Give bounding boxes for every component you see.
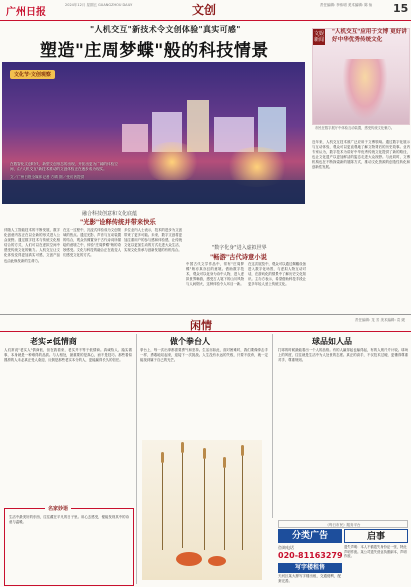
ad-phone-number: 020-81163279 bbox=[278, 551, 343, 560]
subhead-1: 融合科技创意和文化底蕴 bbox=[82, 211, 138, 217]
column-2-title: 做个拳台人 bbox=[170, 336, 210, 346]
quote-box-body: 生活中最美好的东西，往往藏在平凡的日子里。用心去感受，便能发现其中的诗意与温暖。 bbox=[9, 515, 129, 525]
ad-notice-label: 启事 bbox=[344, 529, 408, 543]
leisure-band-title: 闲情 bbox=[190, 319, 212, 332]
page-number: 15 bbox=[393, 2, 409, 15]
ad-company: 天河区某大厦写字楼出租，交通便利，配套完善。 bbox=[278, 574, 341, 583]
column-2-body: 拳台上，每一次出拳都需要勇气和坚持。生活亦如此，面对困难时，我们要像拳击手一样，勇敢地站起来，迎接下一次挑战。人生没有永远的失败，只要不放弃，就一定能找到属于自己的光芒。 bbox=[140, 348, 268, 363]
sidebar-chip: 文娱新闻 bbox=[313, 31, 324, 43]
sidebar-title: "人机交互"应用于文博 更好讲好中华优秀传统文化 bbox=[332, 29, 407, 43]
column-rule bbox=[272, 334, 273, 518]
column-rule bbox=[136, 334, 137, 584]
feature-body-col: 在这一过程中，沉浸式体验成为文创领域的热点。通过光影、声音与互动装置的结合，观众仿佛置身于古代诗词所描绘的意境之中，体验"庄周梦蝶"般的奇妙感受。文化与科技的融合正在改变人们感受文化的方式。 bbox=[63, 228, 121, 258]
sidebar-figure bbox=[343, 59, 387, 119]
leisure-band bbox=[0, 315, 411, 332]
column-3-title: 球品如人品 bbox=[312, 336, 352, 346]
sidebar-body: 近年来，人机交互技术被广泛应用于文博领域。通过数字化展示与互动体验，观众可以更直观地了解文物背后的历史故事。业内专家认为，数字技术为讲好中华优秀传统文化提供了新的路径，也让文化遗产以更加鲜活的姿态走进大众视野。与此同时，文博机构也在不断探索新的展陈方式，推动文化资源的创造性转化和创新性发展。 bbox=[312, 140, 410, 170]
ad-rent-title: 写字楼租售 bbox=[278, 563, 342, 573]
leisure-band-editor: 责任编辑: 龙 芳 美术编辑: 袁 媛 bbox=[355, 318, 405, 322]
feature-headline: 塑造"庄周梦蝶"般的科技情景 bbox=[40, 41, 269, 61]
sidebar-caption: 市民在数字展厅中体验互动装置，感受传统文化魅力。 bbox=[315, 126, 395, 130]
classified-ads bbox=[278, 520, 408, 584]
section-title: 文创 bbox=[192, 3, 217, 17]
photo-tag: 文化节·文创观察 bbox=[10, 70, 55, 79]
ad-platform: 《每日市民》服务平台 bbox=[278, 520, 408, 528]
column-3-body: 打球的时候最能看出一个人的品格。有的人赢得起也输得起，有的人则斤斤计较。球场上的风度，往往就是生活中为人处世的态度。真正的高手，不仅技术过硬，更懂得尊重对手、尊重规则。 bbox=[278, 348, 408, 363]
masthead bbox=[0, 0, 411, 21]
quote-box-title: 名家妙语 bbox=[45, 505, 71, 512]
newspaper-logo: 广州日报 bbox=[6, 7, 46, 18]
feature-body-col: 中国古代文学作品中，常有"庄周梦蝶"般亦真亦幻的意境。借助数字技术，观众可以化身为诗中人物，进入虚拟世界畅游，感受古人笔下的山川风物与人间烟火，这种体验令人耳目一新。 bbox=[186, 262, 244, 287]
feature-body-col: 伴随人工智能技术的不断发展，数字化创意内容正在以全新的形式进入公众视野。通过数字技术与传统文化相结合的方式，人们可以在虚拟空间中感受传统文化的魅力。人机交互让文化体验变得更加真实可感，文创产品也由此焕发新的生命力。 bbox=[4, 228, 60, 263]
masthead-date: 2024年12月 星期五 GUANGZHOU DAILY bbox=[65, 3, 133, 7]
lead-credit: 文／广州日报全媒体记者 方晴 图／受访者提供 bbox=[10, 174, 85, 179]
feature-kicker: "人机交互"新技术令文创体验"真实可感" bbox=[90, 25, 241, 34]
lead-text: 在数智化文创时代，新型文创形态的出现，开拓出更为广阔的体验空间，由"人机交互"新技术推动的文创体验正在逐步成为现实。 bbox=[10, 162, 118, 172]
subhead-1-bold: "光影"诠释传统并带来快乐 bbox=[80, 219, 156, 226]
feature-photo bbox=[2, 62, 305, 204]
reed-illustration bbox=[142, 440, 262, 580]
subhead-2-bold: "畅游"古代诗意小说 bbox=[210, 254, 267, 261]
feature-body-col: 多位业内人士表示，技术的进步为文创带来了更多可能。未来，数字文创将更加注重用户的参与感和体验感，让传统文化以更加生动的方式走进大众生活，实现文化传承与创新发展的有机结合。 bbox=[124, 228, 182, 253]
column-1-body: 人们常说"老实人"情商低，但在我看来，老实并不等于低情商。真诚待人、踏实做事，本身就是一种难得的品质。与人相处，最重要的是真心，而不是技巧。那些看似圆滑的人未必真正受人欢迎，反倒是那些老实本分的人，更能赢得长久的信任。 bbox=[4, 348, 132, 363]
feature-body-col: 在这次展览中，观众可以通过佩戴设备进入数字化场景，与虚拟人物互动对话，在游戏化的情景中了解历史文化知识。主办方表示，希望借助科技手段让更多年轻人爱上传统文化。 bbox=[248, 262, 306, 287]
column-1-title: 老实≠低情商 bbox=[30, 336, 77, 346]
subhead-2: "数字化身"进入虚拟世界 bbox=[212, 245, 267, 251]
quote-box bbox=[4, 508, 134, 586]
feature-lead bbox=[10, 162, 120, 180]
ad-tel-label: 咨询电话 bbox=[278, 545, 294, 550]
ad-notices-body: 遗失声明：本人不慎遗失身份证一张，特此声明作废。某公司遗失营业执照副本，声明作废。 bbox=[344, 545, 407, 559]
ad-category-label: 分类广告 bbox=[278, 529, 342, 543]
sidebar bbox=[308, 22, 411, 312]
masthead-editor: 责任编辑: 李伟明 美术编辑: 陈 仙 bbox=[320, 3, 373, 7]
